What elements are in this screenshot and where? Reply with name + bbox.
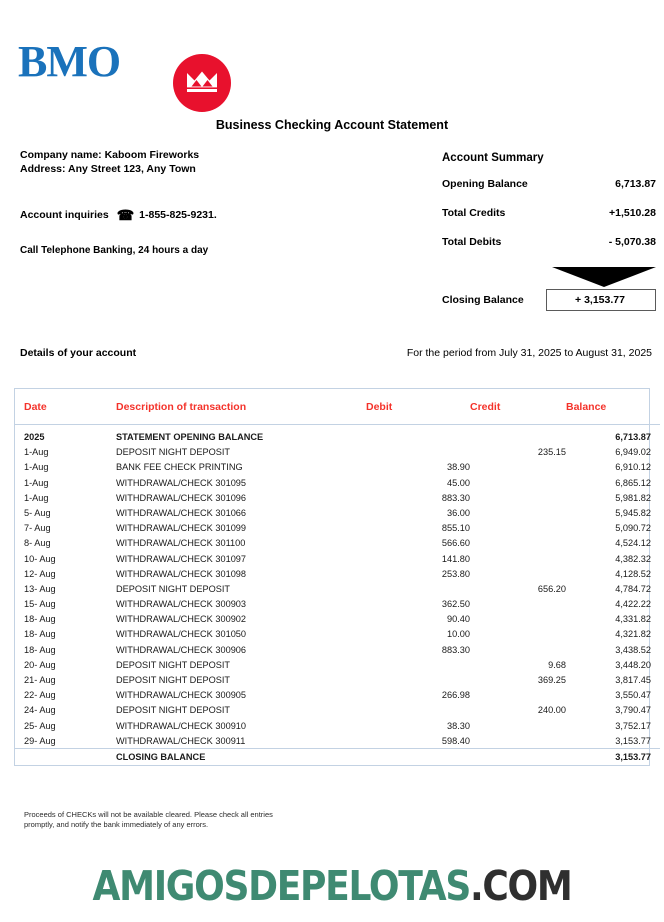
cell-credit [470,596,566,611]
cell-debit: 883.30 [441,644,470,655]
cell-debit: 883.30 [441,492,470,503]
transactions-table-container [14,388,650,766]
cell-credit [470,425,566,445]
cell-debit: 855.10 [441,523,470,534]
cell-debit: 38.90 [447,462,470,473]
account-inquiries [20,208,217,222]
cell-description: WITHDRAWAL/CHECK 300905 [116,690,247,701]
cell-date: 1-Aug [24,477,49,488]
table-row [15,657,660,672]
bmo-wordmark: BMO [18,37,121,86]
cell-credit [470,505,566,520]
cell-date: 12- Aug [24,568,56,579]
cell-date: 1-Aug [24,492,49,503]
cell-debit [366,581,470,596]
table-row [15,490,660,505]
cell-date: 24- Aug [24,705,56,716]
table-header-row [15,389,660,425]
cell-description: WITHDRAWAL/CHECK 301096 [116,492,247,503]
cell-date: 22- Aug [24,690,56,701]
opening-balance-label: Opening Balance [442,178,528,190]
cell-balance: 3,153.77 [615,735,651,746]
cell-description: DEPOSIT NIGHT DEPOSIT [116,705,231,716]
telephone-icon: ☎ [116,207,135,223]
table-row [15,505,660,520]
closing-balance-value: + 3,153.77 [546,289,656,311]
summary-row-total-debits [442,236,656,248]
cell-date: 1-Aug [24,447,49,458]
cell-debit [366,445,470,460]
cell-balance: 4,331.82 [615,614,651,625]
table-row [15,425,660,445]
cell-balance: 4,382.32 [615,553,651,564]
table-row [15,688,660,703]
bank-logo [18,28,248,100]
cell-debit: 141.80 [441,553,470,564]
transactions-table [15,389,660,765]
cell-date: 2025 [24,432,45,442]
cell-description: STATEMENT OPENING BALANCE [116,432,264,442]
cell-description: WITHDRAWAL/CHECK 300902 [116,614,247,625]
cell-credit [470,642,566,657]
footer-disclaimer: Proceeds of CHECKs will not be available cleared. Please check all entries promptly, and notify the bank immediately of any errors. [24,810,273,829]
cell-description: DEPOSIT NIGHT DEPOSIT [116,675,231,685]
table-row [15,627,660,642]
cell-credit [470,551,566,566]
cell-debit: 566.60 [441,538,470,549]
table-row [15,475,660,490]
table-row [15,551,660,566]
cell-description: DEPOSIT NIGHT DEPOSIT [116,583,231,594]
cell-description: WITHDRAWAL/CHECK 301066 [116,507,247,518]
table-row [15,445,660,460]
table-row [15,718,660,733]
cell-balance: 4,784.72 [615,583,651,594]
arrow-down-icon [552,267,656,287]
bmo-roundel-icon [173,54,231,112]
cell-description: WITHDRAWAL/CHECK 300911 [116,735,246,746]
cell-date: 18- Aug [24,629,56,640]
cell-date: 5- Aug [24,507,51,518]
company-name: Company name: Kaboom Fireworks [20,149,200,161]
total-debits-value: - 5,070.38 [608,236,656,248]
cell-date: 10- Aug [24,553,56,564]
cell-credit [470,688,566,703]
cell-balance: 4,524.12 [615,538,651,549]
cell-description: DEPOSIT NIGHT DEPOSIT [116,447,231,458]
inquiries-phone-number: 1-855-825-9231. [139,209,217,221]
summary-row-closing-balance [442,289,656,311]
table-body [15,425,660,765]
cell-date: 18- Aug [24,644,56,655]
cell-balance: 4,128.52 [615,568,651,579]
cell-balance: 3,438.52 [615,644,651,655]
cell-debit [366,425,470,445]
closing-cell-credit [470,749,566,765]
closing-cell-description: CLOSING BALANCE [116,749,366,765]
cell-credit: 369.25 [537,675,566,685]
closing-cell-balance: 3,153.77 [566,749,660,765]
telephone-banking-note: Call Telephone Banking, 24 hours a day [20,245,209,256]
cell-date: 18- Aug [24,614,56,625]
cell-credit: 240.00 [537,705,566,716]
cell-balance: 4,321.82 [615,629,651,640]
cell-balance: 6,865.12 [615,477,651,488]
table-row [15,581,660,596]
inquiries-label: Account inquiries [20,209,109,221]
cell-debit: 36.00 [447,507,470,518]
summary-arrow-container [442,265,656,287]
cell-date: 25- Aug [24,720,56,731]
cell-balance: 6,949.02 [615,447,651,458]
column-header-description: Description of transaction [116,389,366,425]
cell-debit: 266.98 [441,690,470,701]
table-row [15,672,660,687]
table-row [15,566,660,581]
cell-debit [366,657,470,672]
cell-balance: 5,981.82 [615,492,651,503]
cell-balance: 3,790.47 [615,705,651,716]
watermark-tld: .COM [470,862,572,910]
statement-period: For the period from July 31, 2025 to August 31, 2025 [406,347,652,359]
account-summary-panel [442,152,656,311]
cell-description: BANK FEE CHECK PRINTING [116,462,243,473]
column-header-date: Date [15,389,116,425]
closing-balance-label: Closing Balance [442,294,524,306]
cell-debit: 38.30 [447,720,470,731]
table-row [15,733,660,749]
opening-balance-value: 6,713.87 [615,178,656,190]
cell-balance: 6,910.12 [615,462,651,473]
table-row [15,612,660,627]
watermark [40,862,624,910]
total-credits-value: +1,510.28 [608,207,656,219]
cell-credit [470,612,566,627]
cell-credit [470,733,566,749]
cell-credit [470,627,566,642]
cell-balance: 4,422.22 [615,599,651,610]
table-row [15,703,660,718]
cell-debit: 253.80 [441,568,470,579]
cell-date: 13- Aug [24,583,56,594]
cell-balance: 5,945.82 [615,507,651,518]
cell-date: 8- Aug [24,538,51,549]
cell-credit [470,460,566,475]
cell-description: WITHDRAWAL/CHECK 301095 [116,477,247,488]
cell-balance: 3,817.45 [615,675,651,685]
table-row-closing-balance [15,749,660,765]
cell-credit: 235.15 [537,447,566,458]
closing-cell-debit [366,749,470,765]
cell-debit [366,672,470,687]
table-row [15,460,660,475]
cell-date: 15- Aug [24,599,56,610]
watermark-site-name: AMIGOSDEPELOTAS [92,862,471,910]
table-header [15,389,660,425]
column-header-credit: Credit [470,389,566,425]
cell-debit: 45.00 [447,477,470,488]
cell-balance: 3,752.17 [615,720,651,731]
table-row [15,536,660,551]
cell-description: WITHDRAWAL/CHECK 301099 [116,523,247,534]
account-summary-heading: Account Summary [442,152,544,164]
cell-balance: 3,550.47 [615,690,651,701]
cell-debit: 598.40 [441,735,470,746]
cell-credit [470,490,566,505]
closing-cell-date [15,749,116,765]
summary-row-opening-balance [442,178,656,190]
page-title: Business Checking Account Statement [215,118,449,132]
cell-credit [470,566,566,581]
total-credits-label: Total Credits [442,207,506,219]
cell-credit [470,521,566,536]
cell-date: 29- Aug [24,735,56,746]
table-row [15,596,660,611]
cell-description: WITHDRAWAL/CHECK 300910 [116,720,247,731]
table-row [15,642,660,657]
cell-credit: 656.20 [537,583,566,594]
cell-description: WITHDRAWAL/CHECK 301050 [116,629,247,640]
cell-description: WITHDRAWAL/CHECK 300903 [116,599,247,610]
cell-description: WITHDRAWAL/CHECK 301100 [116,538,246,549]
cell-balance: 5,090.72 [615,523,651,534]
cell-debit: 10.00 [447,629,470,640]
cell-description: WITHDRAWAL/CHECK 301097 [116,553,247,564]
summary-row-total-credits [442,207,656,219]
column-header-balance: Balance [566,389,660,425]
table-row [15,521,660,536]
company-address: Address: Any Street 123, Any Town [20,162,196,175]
cell-credit: 9.68 [548,659,566,670]
cell-credit [470,536,566,551]
details-heading: Details of your account [20,347,137,359]
cell-date: 20- Aug [24,659,56,670]
cell-credit [470,718,566,733]
cell-date: 21- Aug [24,675,56,685]
cell-debit [366,703,470,718]
cell-description: DEPOSIT NIGHT DEPOSIT [116,659,231,670]
cell-balance: 3,448.20 [615,659,651,670]
column-header-debit: Debit [366,389,470,425]
cell-debit: 362.50 [441,599,470,610]
cell-balance: 6,713.87 [615,432,651,442]
company-info [20,149,199,176]
cell-credit [470,475,566,490]
cell-debit: 90.40 [447,614,470,625]
cell-description: WITHDRAWAL/CHECK 301098 [116,568,247,579]
cell-date: 1-Aug [24,462,49,473]
cell-date: 7- Aug [24,523,51,534]
cell-description: WITHDRAWAL/CHECK 300906 [116,644,247,655]
total-debits-label: Total Debits [442,236,502,248]
